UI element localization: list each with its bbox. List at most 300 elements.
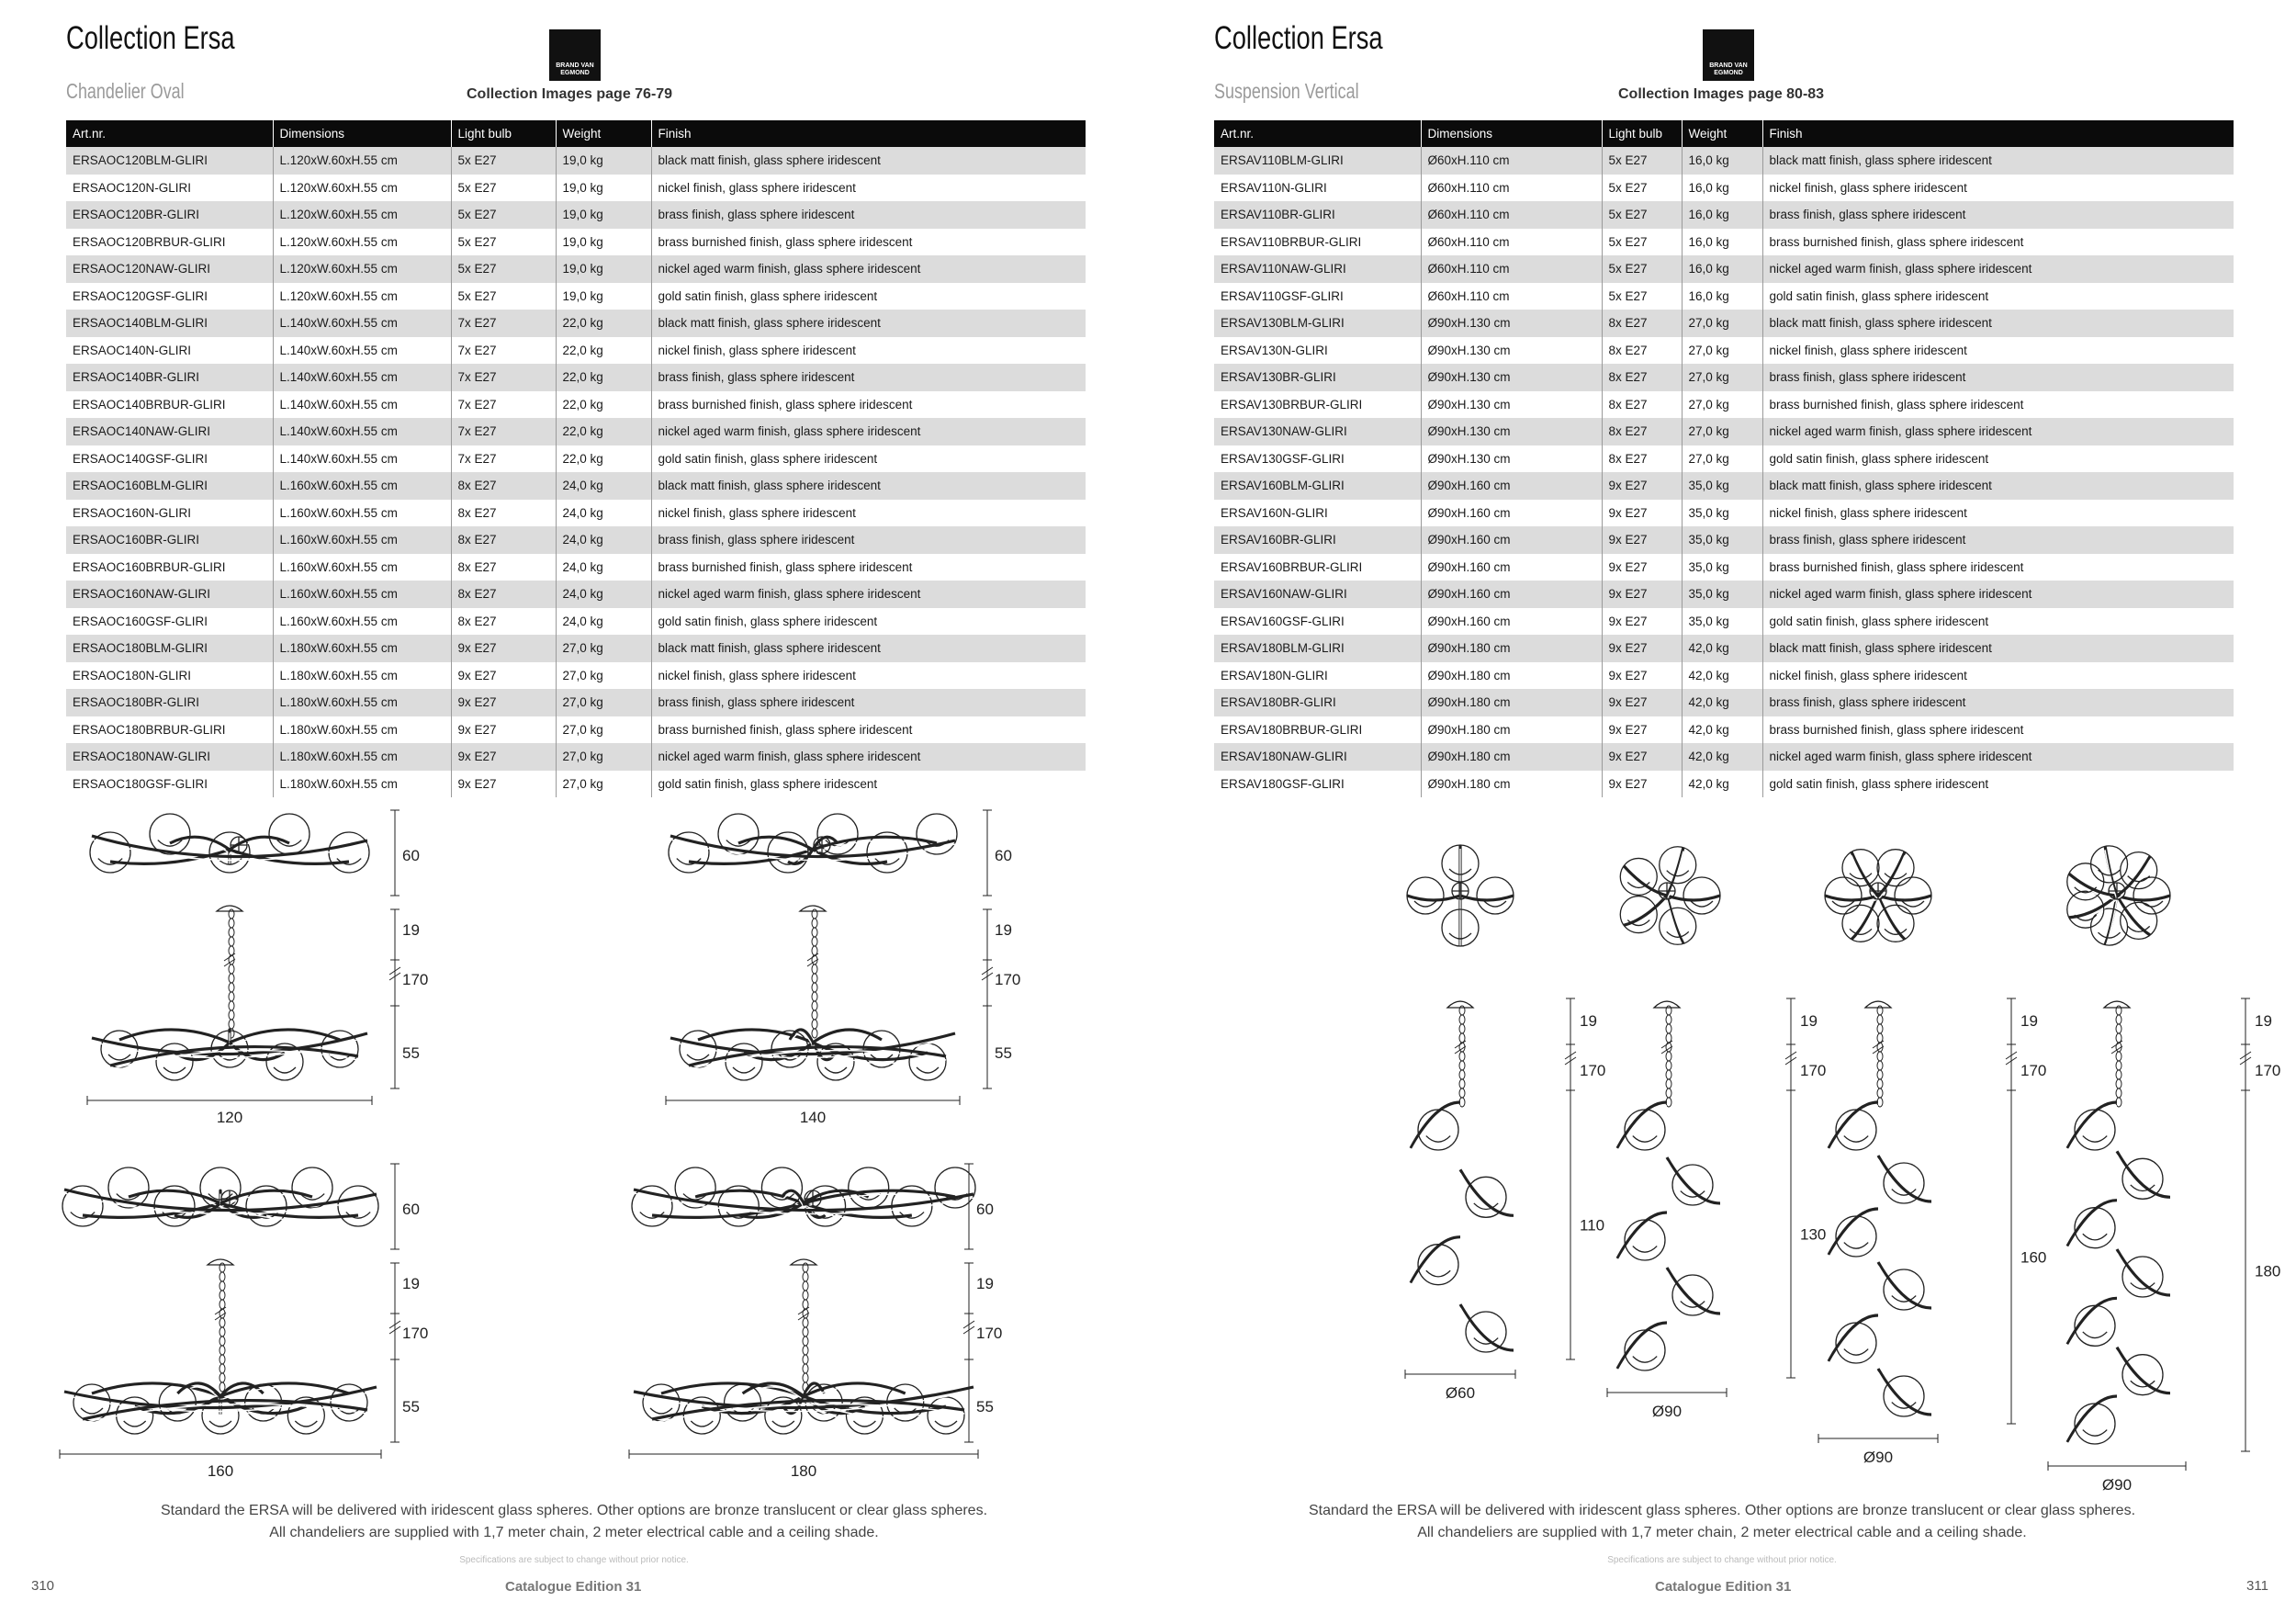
table-row	[66, 201, 1086, 229]
table-cell: 5x E27	[451, 147, 556, 175]
chain-link	[1666, 1033, 1671, 1043]
table-row	[66, 147, 1086, 175]
table-row	[1214, 229, 2234, 256]
table-cell: gold satin finish, glass sphere iridescent	[651, 771, 1086, 798]
table-cell: L.160xW.60xH.55 cm	[273, 500, 451, 527]
table-cell: Ø90xH.160 cm	[1421, 581, 1602, 608]
table-cell: 27,0 kg	[1682, 391, 1762, 419]
table-header-row	[1214, 120, 2234, 147]
table-cell: 5x E27	[451, 255, 556, 283]
table-cell: 27,0 kg	[1682, 418, 1762, 445]
page-number: 311	[2246, 1578, 2268, 1594]
dimension-label: 170	[402, 1325, 429, 1342]
glass-sphere	[849, 1167, 889, 1208]
table-cell: black matt finish, glass sphere iridescent	[651, 472, 1086, 500]
table-cell: L.140xW.60xH.55 cm	[273, 445, 451, 473]
glass-sphere	[329, 832, 369, 873]
table-cell: ERSAV130BLM-GLIRI	[1214, 310, 1421, 337]
table-cell: L.180xW.60xH.55 cm	[273, 635, 451, 662]
table-cell: 5x E27	[451, 175, 556, 202]
dimension-label: 170	[402, 971, 429, 988]
dimension-label: 180	[790, 1462, 817, 1480]
chain-link	[812, 964, 817, 974]
table-cell: nickel finish, glass sphere iridescent	[651, 175, 1086, 202]
table-row	[1214, 554, 2234, 581]
table-row	[66, 445, 1086, 473]
chain-link	[803, 1300, 808, 1309]
dimension-label: 19	[976, 1275, 994, 1292]
chain-link	[803, 1281, 808, 1291]
table-cell: 9x E27	[1602, 771, 1682, 798]
glass-sphere	[1877, 905, 1914, 942]
sphere-rim	[935, 1421, 957, 1427]
table-cell: ERSAOC140N-GLIRI	[73, 343, 192, 357]
table-row	[1214, 689, 2234, 716]
chain-link	[812, 928, 817, 937]
table-cell: 9x E27	[451, 635, 556, 662]
chain-link	[2116, 1033, 2122, 1043]
table-cell: 22,0 kg	[556, 418, 651, 445]
sphere-rim	[2083, 1234, 2107, 1240]
chain-link	[812, 1020, 817, 1029]
table-cell: 7x E27	[451, 337, 556, 365]
dimension-label: Ø90	[2101, 1476, 2133, 1494]
glass-sphere	[269, 814, 310, 854]
collection-subtitle: Chandelier Oval	[66, 79, 185, 103]
chain-link	[803, 1318, 808, 1327]
chain-link	[1877, 1033, 1883, 1043]
table-row	[1214, 581, 2234, 608]
table-cell: 16,0 kg	[1682, 175, 1762, 202]
chain-link	[1459, 1079, 1465, 1088]
table-cell: 16,0 kg	[1682, 283, 1762, 310]
table-cell: Ø90xH.130 cm	[1421, 445, 1602, 473]
delivery-note-line: All chandeliers are supplied with 1,7 meter chain, 2 meter electrical cable and a ceiling shade.	[269, 1525, 879, 1540]
table-cell: L.120xW.60xH.55 cm	[273, 175, 451, 202]
table-cell: ERSAV130N-GLIRI	[1221, 343, 1328, 357]
table-cell: Ø90xH.180 cm	[1421, 716, 1602, 744]
table-row	[66, 662, 1086, 690]
collection-title: Collection Ersa	[1214, 20, 1383, 56]
chain-link	[219, 1382, 225, 1392]
table-cell: 27,0 kg	[1682, 445, 1762, 473]
chain-link	[1459, 1070, 1465, 1079]
sphere-rim	[274, 1067, 296, 1073]
table-body	[66, 147, 1086, 797]
table-row	[66, 526, 1086, 554]
table-cell: L.160xW.60xH.55 cm	[273, 554, 451, 581]
spec-table	[66, 120, 1086, 797]
glass-sphere	[1672, 1275, 1713, 1315]
table-cell: ERSAV130GSF-GLIRI	[1221, 451, 1345, 466]
table-cell: Ø90xH.180 cm	[1421, 743, 1602, 771]
table-cell: 5x E27	[451, 229, 556, 256]
chain-link	[2116, 1088, 2122, 1098]
dimension-label: 170	[976, 1325, 1003, 1342]
table-cell: Ø60xH.110 cm	[1421, 255, 1602, 283]
table-cell: 9x E27	[1602, 689, 1682, 716]
table-cell: ERSAV180GSF-GLIRI	[1221, 776, 1345, 791]
table-cell: 27,0 kg	[556, 743, 651, 771]
table-row	[66, 310, 1086, 337]
table-cell: 35,0 kg	[1682, 500, 1762, 527]
chandelier-oval-drawing-120	[55, 808, 441, 1130]
table-cell: 5x E27	[1602, 175, 1682, 202]
table-cell: gold satin finish, glass sphere iridescent	[1762, 608, 2234, 636]
sphere-rim	[81, 1408, 103, 1414]
branch-arm	[1878, 851, 1905, 896]
glass-sphere	[817, 814, 858, 854]
chain-link	[1459, 1052, 1465, 1061]
chandelier-oval-drawing-160	[55, 1162, 459, 1483]
right-page	[1148, 0, 2296, 1624]
table-cell: ERSAOC160BLM-GLIRI	[66, 472, 273, 500]
table-cell: nickel aged warm finish, glass sphere iridescent	[651, 418, 1086, 445]
catalogue-edition: Catalogue Edition 31	[505, 1579, 642, 1595]
delivery-note-line: Standard the ERSA will be delivered with iridescent glass spheres. Other options are bronze translucent or clear glass spheres.	[160, 1503, 988, 1518]
table-cell: 9x E27	[1602, 662, 1682, 690]
table-cell: 22,0 kg	[556, 364, 651, 391]
table-cell: Ø90xH.160 cm	[1421, 472, 1602, 500]
table-cell: 22,0 kg	[556, 445, 651, 473]
table-cell: 24,0 kg	[556, 608, 651, 636]
table-row	[66, 283, 1086, 310]
table-cell: ERSAOC180BR-GLIRI	[66, 689, 273, 716]
chain-link	[1666, 1088, 1671, 1098]
chain-link	[1877, 1088, 1883, 1098]
table-cell: nickel finish, glass sphere iridescent	[651, 337, 1086, 365]
table-cell: L.160xW.60xH.55 cm	[273, 608, 451, 636]
chain-link	[229, 964, 234, 974]
table-cell: L.160xW.60xH.55 cm	[273, 526, 451, 554]
table-cell: 35,0 kg	[1682, 581, 1762, 608]
collection-title: Collection Ersa	[66, 20, 235, 56]
glass-sphere	[1660, 908, 1696, 944]
delivery-note-line: All chandeliers are supplied with 1,7 meter chain, 2 meter electrical cable and a ceiling shade.	[1417, 1525, 2027, 1540]
chain-link	[229, 983, 234, 992]
table-cell: 9x E27	[1602, 554, 1682, 581]
glass-sphere	[1466, 1312, 1506, 1352]
dimension-label: 60	[995, 847, 1012, 864]
table-cell: ERSAOC120GSF-GLIRI	[73, 288, 208, 303]
table-cell: 5x E27	[1602, 229, 1682, 256]
table-cell: ERSAV180BRBUR-GLIRI	[1221, 722, 1363, 737]
table-row	[1214, 337, 2234, 365]
sphere-rim	[650, 1408, 672, 1414]
table-cell: Ø90xH.160 cm	[1421, 526, 1602, 554]
chain-link	[803, 1327, 808, 1336]
glass-sphere	[245, 1384, 282, 1421]
table-cell: 24,0 kg	[556, 500, 651, 527]
table-cell: 8x E27	[1602, 310, 1682, 337]
suspension-vertical-drawing-130	[1589, 840, 1827, 1420]
dimension-label: 55	[402, 1398, 420, 1415]
chain-link	[803, 1336, 808, 1346]
table-cell: brass burnished finish, glass sphere iridescent	[651, 554, 1086, 581]
glass-sphere	[1620, 858, 1657, 895]
chain-link	[1877, 1079, 1883, 1088]
table-row	[66, 337, 1086, 365]
sphere-rim	[295, 1421, 317, 1427]
table-cell: ERSAOC160BRBUR-GLIRI	[73, 559, 226, 574]
table-cell: black matt finish, glass sphere iridescent	[651, 147, 1086, 175]
table-cell: 27,0 kg	[556, 716, 651, 744]
table-row	[66, 472, 1086, 500]
sphere-rim	[1633, 1357, 1657, 1363]
chain-link	[219, 1346, 225, 1355]
table-cell: brass finish, glass sphere iridescent	[1762, 201, 2234, 229]
chain-link	[1459, 1024, 1465, 1033]
column-header: Weight	[1682, 120, 1762, 147]
table-cell: ERSAOC140BRBUR-GLIRI	[73, 397, 226, 412]
table-cell: 9x E27	[1602, 581, 1682, 608]
table-cell: ERSAV180BLM-GLIRI	[1214, 635, 1421, 662]
table-cell: ERSAOC120BLM-GLIRI	[66, 147, 273, 175]
table-row	[1214, 743, 2234, 771]
table-cell: nickel aged warm finish, glass sphere iridescent	[1762, 581, 2234, 608]
table-cell: 9x E27	[1602, 500, 1682, 527]
dimension-label: Ø90	[1651, 1403, 1683, 1420]
table-cell: ERSAV160BLM-GLIRI	[1214, 472, 1421, 500]
table-cell: brass burnished finish, glass sphere iridescent	[651, 716, 1086, 744]
sphere-rim	[2083, 1430, 2107, 1437]
delivery-note-line: Standard the ERSA will be delivered with iridescent glass spheres. Other options are bronze translucent or clear glass spheres.	[1308, 1503, 2136, 1518]
sphere-rim	[1633, 1246, 1657, 1253]
table-cell: Ø90xH.160 cm	[1421, 554, 1602, 581]
chain-link	[229, 1001, 234, 1010]
table-row	[66, 418, 1086, 445]
glass-sphere	[2067, 863, 2104, 900]
sphere-rim	[825, 1067, 847, 1073]
table-cell: ERSAOC160N-GLIRI	[73, 505, 192, 520]
table-row	[1214, 201, 2234, 229]
table-cell: 8x E27	[451, 500, 556, 527]
table-row	[66, 581, 1086, 608]
table-cell: gold satin finish, glass sphere iridescent	[651, 608, 1086, 636]
table-cell: 9x E27	[1602, 472, 1682, 500]
chandelier-oval-drawing-180	[615, 1162, 1047, 1480]
table-cell: Ø90xH.130 cm	[1421, 418, 1602, 445]
glass-sphere	[909, 1043, 946, 1080]
chain-link	[219, 1300, 225, 1309]
chain-link	[1459, 1061, 1465, 1070]
sphere-rim	[687, 1054, 709, 1060]
glass-sphere	[1825, 877, 1862, 914]
table-cell: 8x E27	[451, 472, 556, 500]
table-cell: ERSAOC180BRBUR-GLIRI	[73, 722, 226, 737]
chain-link	[229, 1020, 234, 1029]
table-cell: nickel finish, glass sphere iridescent	[1762, 662, 2234, 690]
chain-link	[1459, 1015, 1465, 1024]
table-row	[66, 175, 1086, 202]
table-row	[66, 554, 1086, 581]
table-cell: 27,0 kg	[1682, 337, 1762, 365]
table-cell: ERSAOC160BR-GLIRI	[66, 526, 273, 554]
table-cell: L.140xW.60xH.55 cm	[273, 310, 451, 337]
sphere-rim	[917, 1067, 939, 1073]
table-cell: ERSAOC160GSF-GLIRI	[73, 614, 208, 628]
chain-link	[229, 928, 234, 937]
table-cell: 16,0 kg	[1682, 229, 1762, 256]
sphere-rim	[1426, 1136, 1450, 1143]
chain-link	[1459, 1088, 1465, 1098]
table-cell: 24,0 kg	[556, 581, 651, 608]
sphere-rim	[1844, 1136, 1868, 1143]
chain-link	[2116, 1070, 2122, 1079]
table-cell: brass finish, glass sphere iridescent	[1762, 689, 2234, 716]
column-header: Finish	[651, 120, 1086, 147]
sphere-rim	[1633, 1136, 1657, 1143]
chain-link	[219, 1318, 225, 1327]
table-cell: brass finish, glass sphere iridescent	[1762, 364, 2234, 391]
chain-link	[803, 1373, 808, 1382]
table-cell: 27,0 kg	[556, 771, 651, 798]
table-cell: ERSAOC140NAW-GLIRI	[66, 418, 273, 445]
table-cell: 7x E27	[451, 364, 556, 391]
chain-link	[229, 1010, 234, 1020]
table-cell: 16,0 kg	[1682, 255, 1762, 283]
chain-link	[803, 1291, 808, 1300]
table-cell: 8x E27	[1602, 337, 1682, 365]
dimension-label: 55	[976, 1398, 994, 1415]
table-cell: L.120xW.60xH.55 cm	[273, 147, 451, 175]
chain-link	[812, 919, 817, 928]
table-cell: 5x E27	[1602, 255, 1682, 283]
chain-link	[219, 1355, 225, 1364]
chain-link	[812, 1010, 817, 1020]
table-cell: 27,0 kg	[1682, 310, 1762, 337]
table-cell: L.120xW.60xH.55 cm	[273, 283, 451, 310]
chain-link	[219, 1373, 225, 1382]
table-cell: brass burnished finish, glass sphere iridescent	[651, 229, 1086, 256]
table-cell: nickel finish, glass sphere iridescent	[1762, 337, 2234, 365]
table-cell: 8x E27	[1602, 391, 1682, 419]
glass-sphere	[1477, 877, 1514, 914]
table-cell: 24,0 kg	[556, 472, 651, 500]
chain-link	[229, 974, 234, 983]
table-row	[1214, 283, 2234, 310]
glass-sphere	[1877, 850, 1914, 886]
column-header: Finish	[1762, 120, 2234, 147]
table-cell: nickel aged warm finish, glass sphere iridescent	[651, 255, 1086, 283]
table-cell: brass burnished finish, glass sphere iridescent	[1762, 229, 2234, 256]
table-row	[1214, 147, 2234, 175]
chain-link	[803, 1272, 808, 1281]
table-cell: L.180xW.60xH.55 cm	[273, 689, 451, 716]
table-cell: ERSAV110BLM-GLIRI	[1214, 147, 1421, 175]
page-number: 310	[31, 1578, 55, 1594]
table-cell: 27,0 kg	[1682, 364, 1762, 391]
sphere-rim	[2083, 1136, 2107, 1143]
dimension-label: Ø90	[1863, 1449, 1894, 1466]
catalogue-edition: Catalogue Edition 31	[1655, 1579, 1792, 1595]
table-cell: 5x E27	[1602, 283, 1682, 310]
table-cell: nickel finish, glass sphere iridescent	[1762, 175, 2234, 202]
table-cell: black matt finish, glass sphere iridescent	[651, 310, 1086, 337]
table-cell: ERSAOC120N-GLIRI	[73, 180, 192, 195]
chain-link	[2116, 1079, 2122, 1088]
glass-sphere	[1842, 905, 1879, 942]
table-cell: brass finish, glass sphere iridescent	[651, 364, 1086, 391]
table-cell: 42,0 kg	[1682, 771, 1762, 798]
table-cell: nickel finish, glass sphere iridescent	[1762, 500, 2234, 527]
table-cell: 5x E27	[451, 201, 556, 229]
table-row	[66, 364, 1086, 391]
delivery-note	[1148, 1500, 2296, 1544]
table-cell: 9x E27	[451, 689, 556, 716]
table-cell: 22,0 kg	[556, 391, 651, 419]
dimension-label: 60	[402, 1201, 420, 1218]
table-cell: nickel finish, glass sphere iridescent	[651, 500, 1086, 527]
table-cell: 19,0 kg	[556, 229, 651, 256]
table-cell: ERSAV160N-GLIRI	[1221, 505, 1328, 520]
table-cell: Ø90xH.180 cm	[1421, 689, 1602, 716]
table-cell: 9x E27	[451, 716, 556, 744]
chain-link	[219, 1336, 225, 1346]
table-cell: 9x E27	[1602, 608, 1682, 636]
glass-sphere	[1407, 877, 1444, 914]
table-cell: ERSAOC120BR-GLIRI	[66, 201, 273, 229]
table-cell: ERSAOC180NAW-GLIRI	[66, 743, 273, 771]
chain-link	[2116, 1024, 2122, 1033]
chain-link	[1666, 1015, 1671, 1024]
dimension-label: 19	[1580, 1012, 1597, 1030]
sphere-rim	[108, 1054, 130, 1060]
dimension-label: Ø60	[1445, 1384, 1476, 1402]
table-cell: 8x E27	[451, 526, 556, 554]
dimension-label: 19	[1800, 1012, 1818, 1030]
spec-table	[1214, 120, 2234, 797]
sphere-rim	[209, 1421, 231, 1427]
table-row	[1214, 771, 2234, 798]
glass-sphere	[1884, 1376, 1924, 1416]
glass-sphere	[1672, 1165, 1713, 1205]
table-cell: ERSAV160BR-GLIRI	[1214, 526, 1421, 554]
table-cell: Ø60xH.110 cm	[1421, 229, 1602, 256]
table-cell: 9x E27	[1602, 716, 1682, 744]
chain-link	[803, 1346, 808, 1355]
table-row	[66, 771, 1086, 798]
chain-link	[803, 1364, 808, 1373]
table-cell: 27,0 kg	[556, 689, 651, 716]
table-cell: Ø60xH.110 cm	[1421, 147, 1602, 175]
table-cell: L.140xW.60xH.55 cm	[273, 418, 451, 445]
table-cell: nickel aged warm finish, glass sphere iridescent	[1762, 255, 2234, 283]
dimension-label: 110	[1580, 1216, 1605, 1235]
branch-arm	[1878, 896, 1931, 900]
branch-arm	[1825, 896, 1878, 900]
table-cell: 27,0 kg	[556, 662, 651, 690]
column-header: Dimensions	[273, 120, 451, 147]
table-cell: 9x E27	[451, 771, 556, 798]
branch-arm	[1667, 896, 1720, 900]
dimension-label: 160	[207, 1462, 234, 1480]
branch-arm	[1851, 851, 1878, 896]
glass-sphere	[761, 1167, 802, 1208]
chain-link	[229, 919, 234, 928]
table-cell: ERSAV130BR-GLIRI	[1214, 364, 1421, 391]
table-cell: 42,0 kg	[1682, 662, 1762, 690]
glass-sphere	[1466, 1177, 1506, 1217]
table-cell: 42,0 kg	[1682, 689, 1762, 716]
sphere-rim	[1426, 1270, 1450, 1277]
table-cell: 42,0 kg	[1682, 743, 1762, 771]
table-row	[66, 689, 1086, 716]
table-cell: nickel finish, glass sphere iridescent	[651, 662, 1086, 690]
table-cell: 19,0 kg	[556, 175, 651, 202]
table-cell: 35,0 kg	[1682, 526, 1762, 554]
table-cell: nickel aged warm finish, glass sphere iridescent	[651, 743, 1086, 771]
